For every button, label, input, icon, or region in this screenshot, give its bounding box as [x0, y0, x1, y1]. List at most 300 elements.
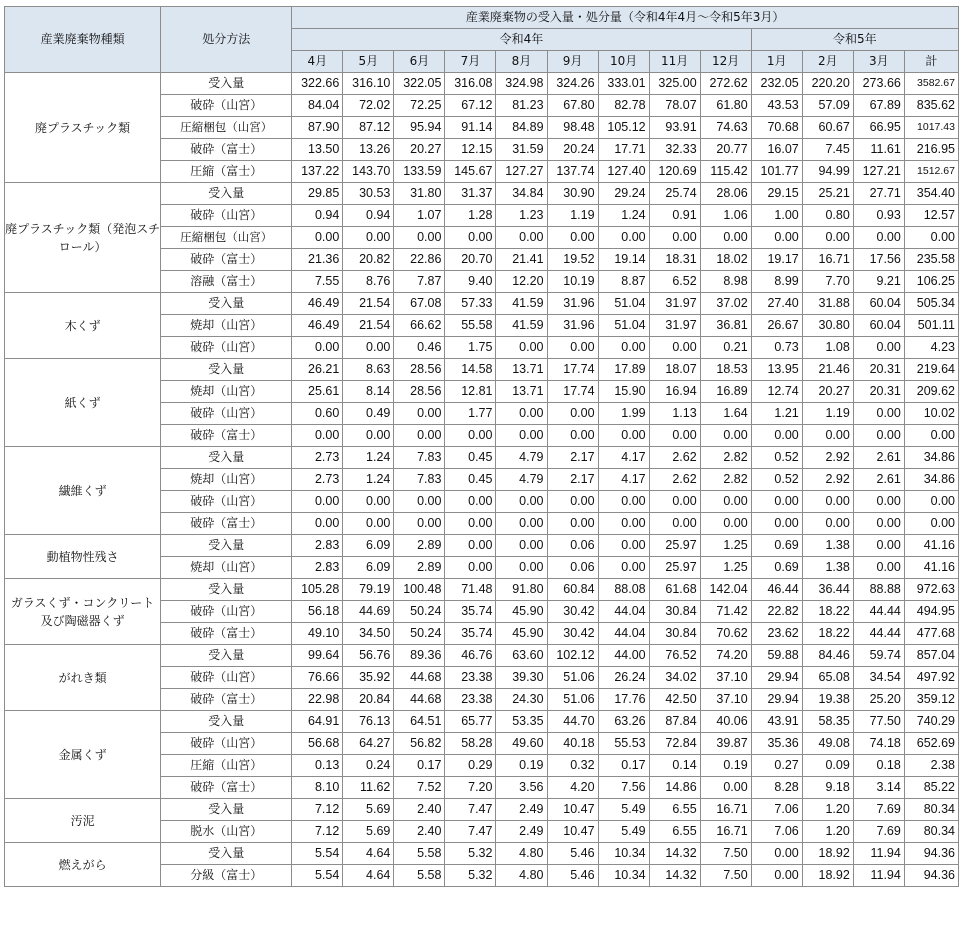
value-cell: 0.00 [496, 491, 547, 513]
value-cell: 0.80 [802, 205, 853, 227]
value-cell: 61.80 [700, 95, 751, 117]
total-cell: 652.69 [904, 733, 958, 755]
value-cell: 49.10 [292, 623, 343, 645]
value-cell: 60.67 [802, 117, 853, 139]
value-cell: 26.24 [598, 667, 649, 689]
value-cell: 7.52 [394, 777, 445, 799]
value-cell: 7.47 [445, 799, 496, 821]
value-cell: 35.74 [445, 623, 496, 645]
value-cell: 12.20 [496, 271, 547, 293]
value-cell: 1.24 [343, 447, 394, 469]
value-cell: 30.42 [547, 623, 598, 645]
value-cell: 59.74 [853, 645, 904, 667]
value-cell: 50.24 [394, 601, 445, 623]
value-cell: 7.12 [292, 821, 343, 843]
value-cell: 44.04 [598, 601, 649, 623]
value-cell: 0.00 [547, 513, 598, 535]
value-cell: 37.10 [700, 667, 751, 689]
value-cell: 1.20 [802, 799, 853, 821]
value-cell: 0.00 [343, 425, 394, 447]
value-cell: 0.00 [445, 491, 496, 513]
method-cell: 受入量 [161, 579, 292, 601]
total-cell: 85.22 [904, 777, 958, 799]
value-cell: 70.62 [700, 623, 751, 645]
total-cell: 219.64 [904, 359, 958, 381]
method-cell: 脱水（山宮） [161, 821, 292, 843]
value-cell: 1.21 [751, 403, 802, 425]
month-header: 7月 [445, 51, 496, 73]
value-cell: 31.80 [394, 183, 445, 205]
value-cell: 87.84 [649, 711, 700, 733]
value-cell: 74.18 [853, 733, 904, 755]
value-cell: 51.04 [598, 293, 649, 315]
value-cell: 88.08 [598, 579, 649, 601]
value-cell: 8.76 [343, 271, 394, 293]
value-cell: 7.50 [700, 843, 751, 865]
value-cell: 87.90 [292, 117, 343, 139]
value-cell: 0.00 [598, 513, 649, 535]
value-cell: 0.17 [394, 755, 445, 777]
value-cell: 99.64 [292, 645, 343, 667]
value-cell: 4.80 [496, 865, 547, 887]
value-cell: 1.07 [394, 205, 445, 227]
value-cell: 57.09 [802, 95, 853, 117]
value-cell: 26.67 [751, 315, 802, 337]
value-cell: 24.30 [496, 689, 547, 711]
value-cell: 8.98 [700, 271, 751, 293]
value-cell: 7.70 [802, 271, 853, 293]
value-cell: 70.68 [751, 117, 802, 139]
value-cell: 64.27 [343, 733, 394, 755]
value-cell: 1.24 [343, 469, 394, 491]
value-cell: 12.15 [445, 139, 496, 161]
value-cell: 67.08 [394, 293, 445, 315]
value-cell: 2.40 [394, 821, 445, 843]
total-cell: 494.95 [904, 601, 958, 623]
value-cell: 44.44 [853, 623, 904, 645]
total-cell: 80.34 [904, 799, 958, 821]
value-cell: 51.06 [547, 689, 598, 711]
total-cell: 740.29 [904, 711, 958, 733]
value-cell: 20.27 [394, 139, 445, 161]
value-cell: 30.53 [343, 183, 394, 205]
total-cell: 0.00 [904, 513, 958, 535]
value-cell: 105.28 [292, 579, 343, 601]
method-cell: 破砕（山宮） [161, 337, 292, 359]
value-cell: 1.23 [496, 205, 547, 227]
value-cell: 29.85 [292, 183, 343, 205]
value-cell: 34.84 [496, 183, 547, 205]
value-cell: 7.06 [751, 799, 802, 821]
value-cell: 10.47 [547, 799, 598, 821]
value-cell: 87.12 [343, 117, 394, 139]
value-cell: 316.08 [445, 73, 496, 95]
value-cell: 5.58 [394, 865, 445, 887]
value-cell: 16.89 [700, 381, 751, 403]
value-cell: 58.28 [445, 733, 496, 755]
value-cell: 65.08 [802, 667, 853, 689]
value-cell: 10.34 [598, 865, 649, 887]
method-cell: 圧縮（山宮） [161, 755, 292, 777]
value-cell: 7.50 [700, 865, 751, 887]
value-cell: 120.69 [649, 161, 700, 183]
value-cell: 0.14 [649, 755, 700, 777]
value-cell: 20.82 [343, 249, 394, 271]
table-row [5, 183, 959, 205]
waste-type-cell: 紙くず [5, 359, 161, 447]
value-cell: 133.59 [394, 161, 445, 183]
value-cell: 5.46 [547, 843, 598, 865]
value-cell: 29.24 [598, 183, 649, 205]
value-cell: 29.94 [751, 667, 802, 689]
value-cell: 94.99 [802, 161, 853, 183]
value-cell: 325.00 [649, 73, 700, 95]
value-cell: 25.61 [292, 381, 343, 403]
value-cell: 44.44 [853, 601, 904, 623]
value-cell: 127.40 [598, 161, 649, 183]
value-cell: 23.38 [445, 689, 496, 711]
value-cell: 35.92 [343, 667, 394, 689]
value-cell: 17.76 [598, 689, 649, 711]
value-cell: 0.00 [649, 337, 700, 359]
value-cell: 8.14 [343, 381, 394, 403]
value-cell: 137.22 [292, 161, 343, 183]
method-cell: 溶融（富士） [161, 271, 292, 293]
value-cell: 0.00 [445, 535, 496, 557]
value-cell: 49.08 [802, 733, 853, 755]
total-cell: 477.68 [904, 623, 958, 645]
value-cell: 84.46 [802, 645, 853, 667]
value-cell: 1.75 [445, 337, 496, 359]
value-cell: 100.48 [394, 579, 445, 601]
value-cell: 14.32 [649, 843, 700, 865]
value-cell: 0.00 [445, 513, 496, 535]
method-cell: 破砕（富士） [161, 425, 292, 447]
value-cell: 18.22 [802, 623, 853, 645]
table-row [5, 711, 959, 733]
value-cell: 2.49 [496, 821, 547, 843]
value-cell: 41.59 [496, 315, 547, 337]
value-cell: 3.14 [853, 777, 904, 799]
value-cell: 49.60 [496, 733, 547, 755]
value-cell: 59.88 [751, 645, 802, 667]
value-cell: 15.90 [598, 381, 649, 403]
value-cell: 25.21 [802, 183, 853, 205]
value-cell: 55.58 [445, 315, 496, 337]
value-cell: 74.20 [700, 645, 751, 667]
value-cell: 46.49 [292, 293, 343, 315]
value-cell: 13.26 [343, 139, 394, 161]
value-cell: 9.21 [853, 271, 904, 293]
method-cell: 圧縮梱包（山宮） [161, 227, 292, 249]
value-cell: 43.91 [751, 711, 802, 733]
year-header-r4: 令和4年 [292, 29, 751, 51]
table-body [5, 73, 959, 887]
value-cell: 4.64 [343, 865, 394, 887]
value-cell: 37.10 [700, 689, 751, 711]
value-cell: 19.17 [751, 249, 802, 271]
total-cell: 497.92 [904, 667, 958, 689]
value-cell: 322.66 [292, 73, 343, 95]
value-cell: 18.22 [802, 601, 853, 623]
value-cell: 53.35 [496, 711, 547, 733]
value-cell: 18.92 [802, 865, 853, 887]
value-cell: 0.60 [292, 403, 343, 425]
method-cell: 受入量 [161, 535, 292, 557]
total-cell: 235.58 [904, 249, 958, 271]
value-cell: 18.07 [649, 359, 700, 381]
method-cell: 破砕（山宮） [161, 733, 292, 755]
value-cell: 0.00 [649, 227, 700, 249]
waste-type-cell: 廃プラスチック類（発泡スチロール） [5, 183, 161, 293]
value-cell: 65.77 [445, 711, 496, 733]
value-cell: 0.00 [751, 843, 802, 865]
value-cell: 2.73 [292, 469, 343, 491]
value-cell: 51.04 [598, 315, 649, 337]
value-cell: 2.61 [853, 447, 904, 469]
value-cell: 316.10 [343, 73, 394, 95]
value-cell: 5.58 [394, 843, 445, 865]
value-cell: 44.00 [598, 645, 649, 667]
value-cell: 36.81 [700, 315, 751, 337]
value-cell: 7.87 [394, 271, 445, 293]
value-cell: 2.62 [649, 447, 700, 469]
total-cell: 41.16 [904, 535, 958, 557]
value-cell: 220.20 [802, 73, 853, 95]
value-cell: 1.99 [598, 403, 649, 425]
value-cell: 322.05 [394, 73, 445, 95]
value-cell: 21.36 [292, 249, 343, 271]
value-cell: 1.25 [700, 535, 751, 557]
value-cell: 77.50 [853, 711, 904, 733]
value-cell: 272.62 [700, 73, 751, 95]
method-cell: 受入量 [161, 799, 292, 821]
value-cell: 7.12 [292, 799, 343, 821]
value-cell: 0.93 [853, 205, 904, 227]
value-cell: 45.90 [496, 623, 547, 645]
value-cell: 56.82 [394, 733, 445, 755]
value-cell: 7.20 [445, 777, 496, 799]
value-cell: 0.69 [751, 535, 802, 557]
value-cell: 0.27 [751, 755, 802, 777]
value-cell: 0.19 [700, 755, 751, 777]
value-cell: 0.00 [292, 491, 343, 513]
value-cell: 20.84 [343, 689, 394, 711]
value-cell: 31.96 [547, 293, 598, 315]
value-cell: 0.24 [343, 755, 394, 777]
value-cell: 1.38 [802, 557, 853, 579]
value-cell: 11.61 [853, 139, 904, 161]
method-cell: 受入量 [161, 843, 292, 865]
value-cell: 30.84 [649, 623, 700, 645]
value-cell: 84.89 [496, 117, 547, 139]
value-cell: 0.45 [445, 447, 496, 469]
total-cell: 1017.43 [904, 117, 958, 139]
value-cell: 2.92 [802, 447, 853, 469]
value-cell: 10.34 [598, 843, 649, 865]
value-cell: 64.91 [292, 711, 343, 733]
value-cell: 7.69 [853, 799, 904, 821]
value-cell: 7.45 [802, 139, 853, 161]
value-cell: 26.21 [292, 359, 343, 381]
value-cell: 0.00 [547, 491, 598, 513]
value-cell: 0.00 [547, 425, 598, 447]
value-cell: 28.56 [394, 359, 445, 381]
month-header: 5月 [343, 51, 394, 73]
method-cell: 破砕（富士） [161, 623, 292, 645]
total-cell: 505.34 [904, 293, 958, 315]
waste-type-cell: 廃プラスチック類 [5, 73, 161, 183]
value-cell: 44.68 [394, 689, 445, 711]
value-cell: 0.00 [292, 227, 343, 249]
value-cell: 5.69 [343, 799, 394, 821]
value-cell: 0.00 [598, 227, 649, 249]
method-cell: 破砕（富士） [161, 513, 292, 535]
value-cell: 60.04 [853, 293, 904, 315]
value-cell: 0.52 [751, 447, 802, 469]
value-cell: 7.69 [853, 821, 904, 843]
value-cell: 5.32 [445, 865, 496, 887]
value-cell: 46.49 [292, 315, 343, 337]
value-cell: 5.49 [598, 799, 649, 821]
value-cell: 64.51 [394, 711, 445, 733]
value-cell: 39.30 [496, 667, 547, 689]
value-cell: 0.00 [700, 513, 751, 535]
total-cell: 0.00 [904, 491, 958, 513]
value-cell: 0.00 [853, 403, 904, 425]
value-cell: 7.47 [445, 821, 496, 843]
value-cell: 27.71 [853, 183, 904, 205]
value-cell: 0.00 [700, 491, 751, 513]
value-cell: 0.06 [547, 557, 598, 579]
value-cell: 28.06 [700, 183, 751, 205]
value-cell: 67.80 [547, 95, 598, 117]
value-cell: 23.38 [445, 667, 496, 689]
value-cell: 0.73 [751, 337, 802, 359]
waste-type-cell: 繊維くず [5, 447, 161, 535]
value-cell: 25.97 [649, 557, 700, 579]
value-cell: 11.94 [853, 843, 904, 865]
value-cell: 4.79 [496, 447, 547, 469]
value-cell: 42.50 [649, 689, 700, 711]
method-cell: 破砕（富士） [161, 139, 292, 161]
value-cell: 0.69 [751, 557, 802, 579]
value-cell: 6.52 [649, 271, 700, 293]
value-cell: 7.55 [292, 271, 343, 293]
method-cell: 破砕（山宮） [161, 601, 292, 623]
value-cell: 0.94 [343, 205, 394, 227]
total-cell: 106.25 [904, 271, 958, 293]
value-cell: 2.73 [292, 447, 343, 469]
method-cell: 破砕（山宮） [161, 95, 292, 117]
value-cell: 18.53 [700, 359, 751, 381]
value-cell: 9.18 [802, 777, 853, 799]
value-cell: 0.32 [547, 755, 598, 777]
value-cell: 0.00 [394, 513, 445, 535]
value-cell: 0.00 [853, 557, 904, 579]
value-cell: 0.00 [751, 227, 802, 249]
value-cell: 1.64 [700, 403, 751, 425]
month-header: 計 [904, 51, 958, 73]
table-row [5, 799, 959, 821]
value-cell: 2.82 [700, 447, 751, 469]
value-cell: 79.19 [343, 579, 394, 601]
total-cell: 34.86 [904, 447, 958, 469]
value-cell: 7.56 [598, 777, 649, 799]
value-cell: 0.00 [700, 227, 751, 249]
value-cell: 29.15 [751, 183, 802, 205]
value-cell: 0.00 [394, 425, 445, 447]
value-cell: 0.00 [496, 535, 547, 557]
value-cell: 0.00 [802, 513, 853, 535]
waste-type-cell: がれき類 [5, 645, 161, 711]
value-cell: 0.00 [802, 227, 853, 249]
value-cell: 8.28 [751, 777, 802, 799]
value-cell: 2.49 [496, 799, 547, 821]
value-cell: 60.04 [853, 315, 904, 337]
value-cell: 8.10 [292, 777, 343, 799]
value-cell: 0.09 [802, 755, 853, 777]
value-cell: 0.00 [547, 403, 598, 425]
value-cell: 0.29 [445, 755, 496, 777]
value-cell: 0.00 [598, 491, 649, 513]
value-cell: 0.13 [292, 755, 343, 777]
value-cell: 0.00 [649, 491, 700, 513]
waste-type-cell: 汚泥 [5, 799, 161, 843]
value-cell: 76.13 [343, 711, 394, 733]
method-cell: 受入量 [161, 183, 292, 205]
value-cell: 1.08 [802, 337, 853, 359]
value-cell: 30.84 [649, 601, 700, 623]
value-cell: 324.98 [496, 73, 547, 95]
method-cell: 分級（富士） [161, 865, 292, 887]
value-cell: 28.56 [394, 381, 445, 403]
total-cell: 4.23 [904, 337, 958, 359]
method-cell: 受入量 [161, 645, 292, 667]
value-cell: 0.94 [292, 205, 343, 227]
value-cell: 91.14 [445, 117, 496, 139]
value-cell: 98.48 [547, 117, 598, 139]
value-cell: 2.17 [547, 469, 598, 491]
table-header [5, 7, 959, 73]
value-cell: 93.91 [649, 117, 700, 139]
method-cell: 受入量 [161, 293, 292, 315]
value-cell: 81.23 [496, 95, 547, 117]
total-cell: 857.04 [904, 645, 958, 667]
value-cell: 74.63 [700, 117, 751, 139]
value-cell: 2.83 [292, 557, 343, 579]
value-cell: 0.00 [598, 337, 649, 359]
value-cell: 127.27 [496, 161, 547, 183]
value-cell: 0.49 [343, 403, 394, 425]
method-cell: 破砕（山宮） [161, 403, 292, 425]
value-cell: 76.52 [649, 645, 700, 667]
month-header: 6月 [394, 51, 445, 73]
value-cell: 22.86 [394, 249, 445, 271]
value-cell: 51.06 [547, 667, 598, 689]
value-cell: 13.95 [751, 359, 802, 381]
value-cell: 127.21 [853, 161, 904, 183]
method-cell: 受入量 [161, 447, 292, 469]
value-cell: 5.69 [343, 821, 394, 843]
value-cell: 16.07 [751, 139, 802, 161]
value-cell: 84.04 [292, 95, 343, 117]
value-cell: 34.54 [853, 667, 904, 689]
value-cell: 5.32 [445, 843, 496, 865]
value-cell: 22.98 [292, 689, 343, 711]
value-cell: 0.00 [394, 403, 445, 425]
table-row [5, 535, 959, 557]
